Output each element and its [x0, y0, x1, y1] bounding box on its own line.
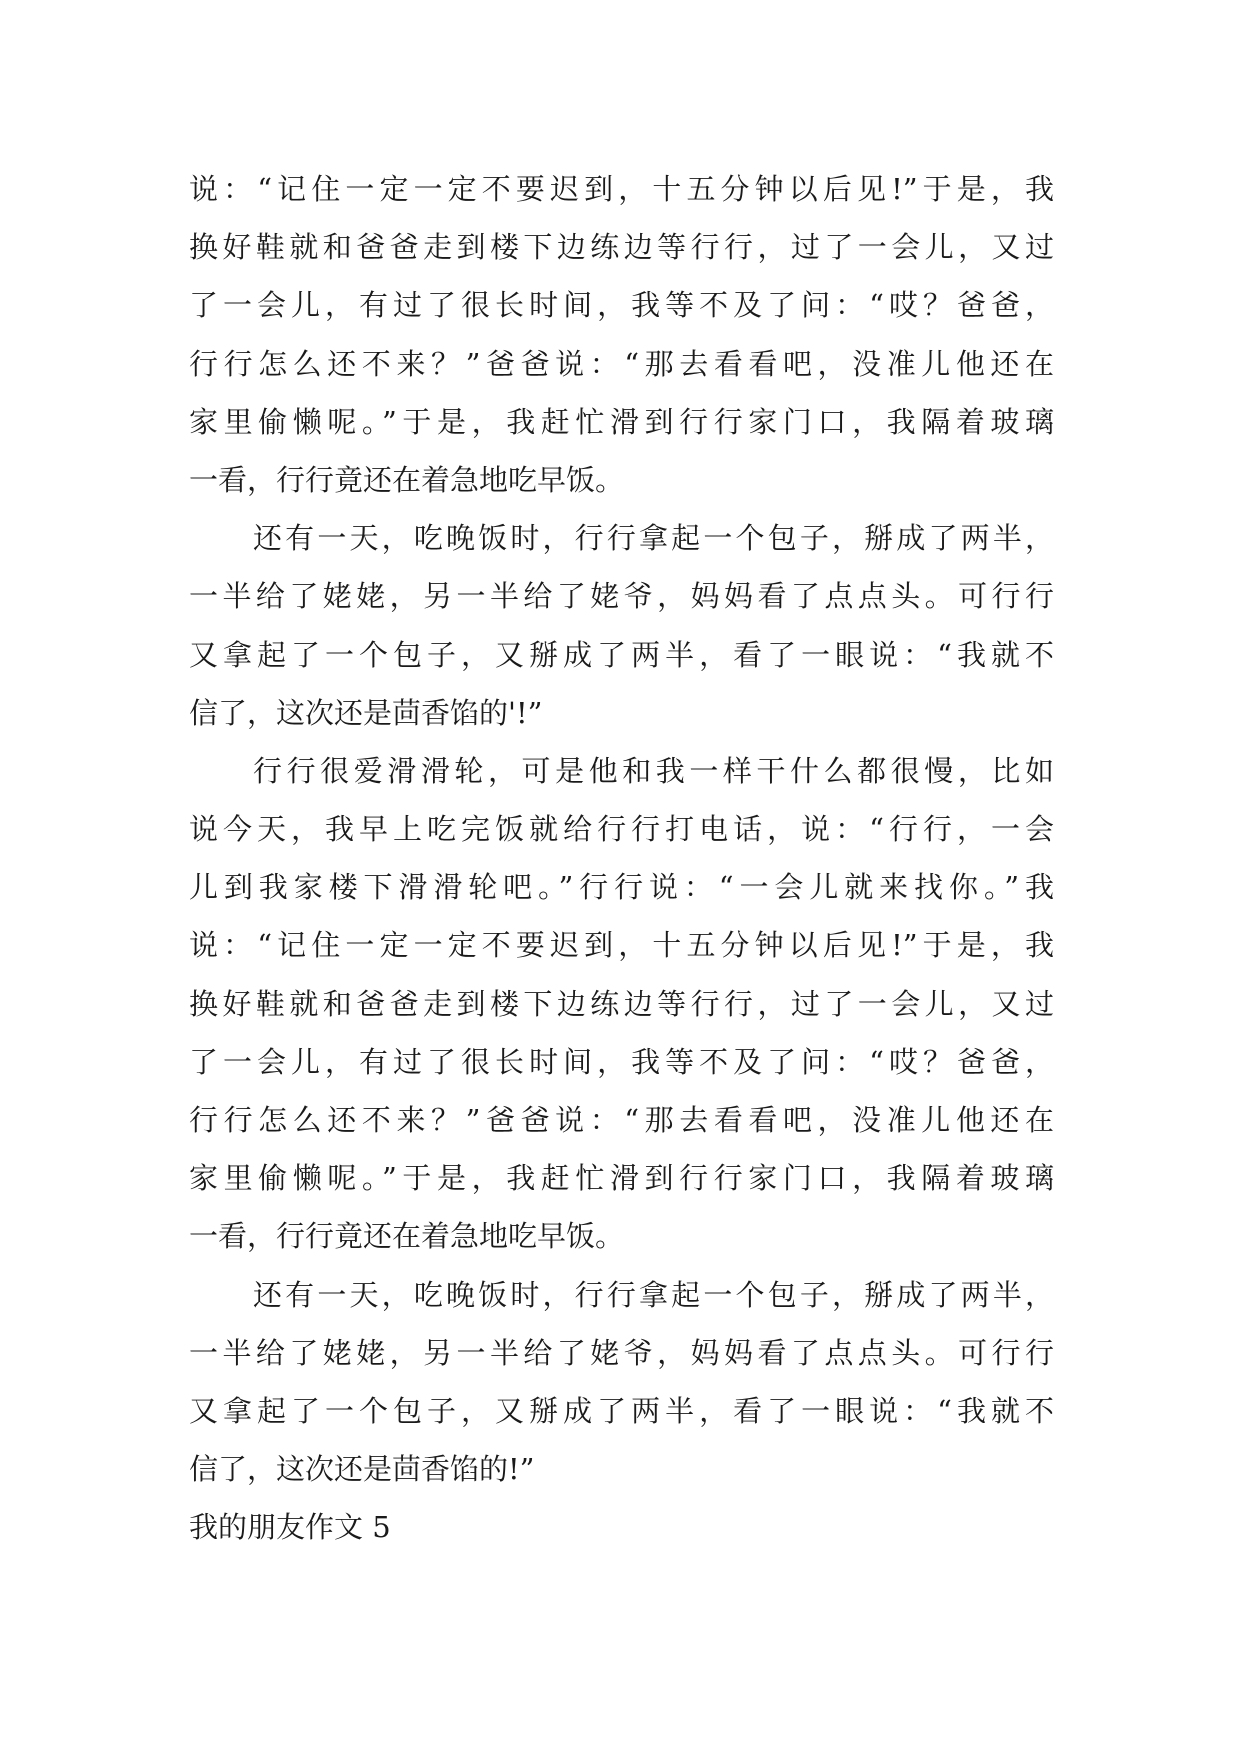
text-line: 又拿起了一个包子，又掰成了两半，看了一眼说：“我就不 — [189, 1393, 1054, 1428]
text-line: 信了，这次还是茴香馅的!” — [189, 1452, 535, 1487]
text-line: 家里偷懒呢。”于是，我赶忙滑到行行家门口，我隔着玻璃 — [189, 404, 1054, 439]
text-line: 行行怎么还不来？”爸爸说：“那去看看吧，没准儿他还在 — [189, 346, 1054, 381]
section-heading: 我的朋友作文 5 — [189, 1510, 391, 1545]
text-line: 信了，这次还是茴香馅的'!” — [189, 695, 543, 730]
text-line: 儿到我家楼下滑滑轮吧。”行行说：“一会儿就来找你。”我 — [189, 870, 1054, 905]
text-line: 一半给了姥姥，另一半给了姥爷，妈妈看了点点头。可行行 — [189, 579, 1054, 614]
text-line: 又拿起了一个包子，又掰成了两半，看了一眼说：“我就不 — [189, 637, 1054, 672]
paragraph-1 — [189, 160, 1054, 509]
document-page — [189, 160, 1054, 1557]
text-line: 行行怎么还不来？”爸爸说：“那去看看吧，没准儿他还在 — [189, 1103, 1054, 1137]
text-line: 行行很爱滑滑轮，可是他和我一样干什么都很慢，比如 — [253, 753, 1054, 788]
text-line: 换好鞋就和爸爸走到楼下边练边等行行，过了一会儿，又过 — [189, 230, 1054, 265]
paragraph-4 — [189, 1266, 1054, 1499]
text-line: 了一会儿，有过了很长时间，我等不及了问：“哎？爸爸， — [189, 288, 1054, 323]
paragraph-3 — [189, 742, 1054, 1266]
text-line: 家里偷懒呢。”于是，我赶忙滑到行行家门口，我隔着玻璃 — [189, 1161, 1054, 1196]
text-line: 了一会儿，有过了很长时间，我等不及了问：“哎？爸爸， — [189, 1044, 1054, 1079]
text-line: 一看，行行竟还在着急地吃早饭。 — [189, 1219, 625, 1254]
text-line: 换好鞋就和爸爸走到楼下边练边等行行，过了一会儿，又过 — [189, 986, 1054, 1021]
text-line: 还有一天，吃晚饭时，行行拿起一个包子，掰成了两半， — [253, 1277, 1054, 1312]
text-line: 一看，行行竟还在着急地吃早饭。 — [189, 462, 625, 497]
paragraph-2 — [189, 509, 1054, 742]
text-line: 说：“记住一定一定不要迟到，十五分钟以后见!”于是，我 — [189, 172, 1054, 206]
text-line: 说今天，我早上吃完饭就给行行打电话，说：“行行，一会 — [189, 812, 1054, 847]
text-line: 一半给了姥姥，另一半给了姥爷，妈妈看了点点头。可行行 — [189, 1335, 1054, 1370]
text-line: 说：“记住一定一定不要迟到，十五分钟以后见!”于是，我 — [189, 928, 1054, 963]
text-line: 还有一天，吃晚饭时，行行拿起一个包子，掰成了两半， — [253, 521, 1054, 556]
